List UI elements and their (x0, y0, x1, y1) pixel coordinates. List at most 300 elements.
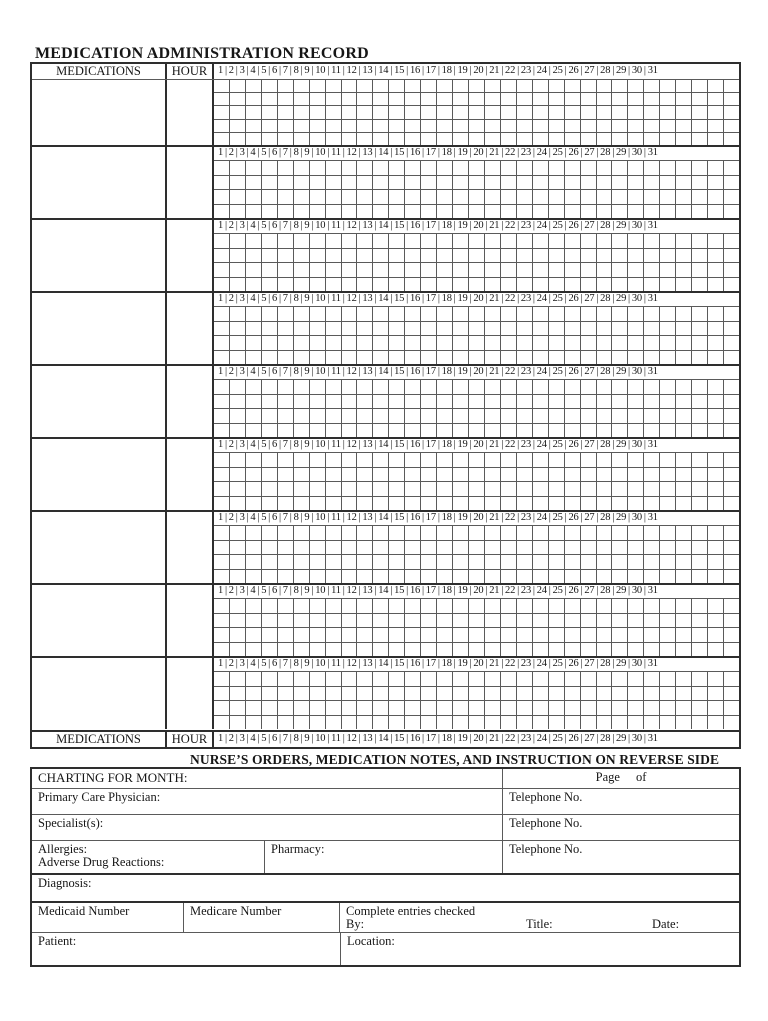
day-cell[interactable] (596, 278, 612, 292)
day-cell[interactable] (372, 643, 388, 657)
day-cell[interactable] (372, 380, 388, 394)
day-cell[interactable] (627, 322, 643, 336)
day-cell[interactable] (341, 643, 357, 657)
day-cell[interactable] (309, 395, 325, 409)
day-cell[interactable] (548, 380, 564, 394)
day-cell[interactable] (500, 687, 516, 701)
day-cell[interactable] (564, 351, 580, 365)
day-cell[interactable] (596, 120, 612, 132)
day-cell[interactable] (436, 687, 452, 701)
day-cell[interactable] (356, 628, 372, 642)
day-cell[interactable] (659, 351, 675, 365)
day-cell[interactable] (723, 307, 739, 321)
day-cell[interactable] (564, 672, 580, 686)
day-cell[interactable] (675, 176, 691, 190)
day-cell[interactable] (356, 716, 372, 730)
day-cell[interactable] (564, 468, 580, 482)
day-cell[interactable] (564, 701, 580, 715)
day-cell[interactable] (596, 672, 612, 686)
day-cell[interactable] (516, 161, 532, 175)
day-cell[interactable] (564, 120, 580, 132)
day-cell[interactable] (691, 106, 707, 118)
day-cell[interactable] (420, 628, 436, 642)
day-cell[interactable] (691, 120, 707, 132)
day-cell[interactable] (596, 351, 612, 365)
day-cell[interactable] (548, 628, 564, 642)
day-cell[interactable] (596, 395, 612, 409)
day-cell[interactable] (214, 541, 229, 555)
day-cell[interactable] (245, 249, 261, 263)
day-cell[interactable] (564, 336, 580, 350)
day-cell[interactable] (229, 628, 245, 642)
day-cell[interactable] (245, 468, 261, 482)
day-cell[interactable] (452, 336, 468, 350)
day-cell[interactable] (611, 424, 627, 438)
day-cell[interactable] (468, 570, 484, 584)
day-cell[interactable] (356, 643, 372, 657)
day-cell[interactable] (261, 106, 277, 118)
day-cell[interactable] (532, 599, 548, 613)
day-cell[interactable] (245, 614, 261, 628)
day-cell[interactable] (659, 482, 675, 496)
day-cell[interactable] (420, 80, 436, 92)
day-cell[interactable] (707, 395, 723, 409)
day-cell[interactable] (293, 93, 309, 105)
day-cell[interactable] (341, 234, 357, 248)
day-cell[interactable] (564, 161, 580, 175)
day-cell[interactable] (707, 555, 723, 569)
day-cell[interactable] (341, 278, 357, 292)
day-cell[interactable] (372, 409, 388, 423)
day-cell[interactable] (675, 322, 691, 336)
day-cell[interactable] (627, 234, 643, 248)
day-cell[interactable] (372, 205, 388, 219)
day-cell[interactable] (691, 716, 707, 730)
day-cell[interactable] (245, 409, 261, 423)
day-cell[interactable] (611, 263, 627, 277)
day-cell[interactable] (404, 106, 420, 118)
day-cell[interactable] (627, 716, 643, 730)
day-cell[interactable] (468, 234, 484, 248)
day-cell[interactable] (516, 409, 532, 423)
day-cell[interactable] (468, 176, 484, 190)
day-cell[interactable] (643, 468, 659, 482)
entries-checked-field[interactable] (340, 903, 739, 932)
day-cell[interactable] (548, 526, 564, 540)
day-cell[interactable] (643, 672, 659, 686)
day-cell[interactable] (436, 453, 452, 467)
day-cell[interactable] (372, 133, 388, 145)
day-cell[interactable] (659, 409, 675, 423)
day-cell[interactable] (420, 555, 436, 569)
day-cell[interactable] (532, 409, 548, 423)
hour-entry-cell[interactable] (167, 439, 214, 510)
day-cell[interactable] (675, 249, 691, 263)
day-cell[interactable] (404, 409, 420, 423)
day-cell[interactable] (675, 628, 691, 642)
day-cell[interactable] (500, 263, 516, 277)
day-cell[interactable] (659, 336, 675, 350)
day-cell[interactable] (468, 453, 484, 467)
day-cell[interactable] (532, 120, 548, 132)
day-cell[interactable] (580, 497, 596, 511)
medicaid-number-field[interactable] (32, 903, 184, 932)
day-cell[interactable] (468, 336, 484, 350)
day-cell[interactable] (659, 672, 675, 686)
day-cell[interactable] (372, 701, 388, 715)
day-cell[interactable] (675, 599, 691, 613)
day-cell[interactable] (500, 482, 516, 496)
day-cell[interactable] (452, 205, 468, 219)
day-cell[interactable] (388, 453, 404, 467)
location-field[interactable] (341, 933, 739, 965)
day-cell[interactable] (341, 106, 357, 118)
day-cell[interactable] (356, 93, 372, 105)
day-cell[interactable] (596, 643, 612, 657)
day-cell[interactable] (723, 190, 739, 204)
day-cell[interactable] (229, 497, 245, 511)
day-cell[interactable] (309, 336, 325, 350)
day-cell[interactable] (691, 351, 707, 365)
day-cell[interactable] (388, 628, 404, 642)
charting-month-field[interactable] (32, 769, 502, 788)
day-cell[interactable] (325, 234, 341, 248)
day-cell[interactable] (388, 161, 404, 175)
day-cell[interactable] (277, 541, 293, 555)
day-cell[interactable] (356, 555, 372, 569)
day-cell[interactable] (293, 322, 309, 336)
day-cell[interactable] (261, 263, 277, 277)
day-cell[interactable] (659, 380, 675, 394)
day-cell[interactable] (214, 106, 229, 118)
day-cell[interactable] (643, 351, 659, 365)
day-cell[interactable] (436, 351, 452, 365)
day-cell[interactable] (261, 190, 277, 204)
day-cell[interactable] (468, 93, 484, 105)
day-cell[interactable] (325, 278, 341, 292)
day-cell[interactable] (627, 409, 643, 423)
day-cell[interactable] (245, 307, 261, 321)
day-cell[interactable] (372, 336, 388, 350)
day-cell[interactable] (627, 120, 643, 132)
day-cell[interactable] (548, 468, 564, 482)
day-cell[interactable] (420, 409, 436, 423)
day-cell[interactable] (372, 482, 388, 496)
day-cell[interactable] (388, 322, 404, 336)
day-cell[interactable] (229, 555, 245, 569)
day-cell[interactable] (723, 716, 739, 730)
day-cell[interactable] (723, 614, 739, 628)
day-cell[interactable] (356, 497, 372, 511)
day-cell[interactable] (516, 249, 532, 263)
day-cell[interactable] (500, 643, 516, 657)
day-cell[interactable] (468, 687, 484, 701)
day-cell[interactable] (214, 120, 229, 132)
day-cell[interactable] (436, 599, 452, 613)
day-cell[interactable] (372, 351, 388, 365)
day-cell[interactable] (675, 687, 691, 701)
day-cell[interactable] (214, 234, 229, 248)
day-cell[interactable] (309, 672, 325, 686)
specialist-telephone-field[interactable] (502, 815, 739, 840)
day-cell[interactable] (627, 351, 643, 365)
day-cell[interactable] (675, 190, 691, 204)
specialists-field[interactable] (32, 815, 502, 840)
day-cell[interactable] (388, 570, 404, 584)
day-cell[interactable] (420, 395, 436, 409)
day-cell[interactable] (229, 482, 245, 496)
day-cell[interactable] (500, 395, 516, 409)
day-cell[interactable] (596, 409, 612, 423)
day-cell[interactable] (707, 716, 723, 730)
day-cell[interactable] (516, 541, 532, 555)
day-cell[interactable] (468, 497, 484, 511)
day-cell[interactable] (229, 468, 245, 482)
day-cell[interactable] (723, 628, 739, 642)
day-cell[interactable] (404, 322, 420, 336)
day-cell[interactable] (309, 482, 325, 496)
day-cell[interactable] (325, 93, 341, 105)
day-cell[interactable] (452, 526, 468, 540)
day-cell[interactable] (707, 80, 723, 92)
day-cell[interactable] (245, 482, 261, 496)
day-cell[interactable] (723, 555, 739, 569)
day-cell[interactable] (516, 234, 532, 248)
day-cell[interactable] (484, 570, 500, 584)
day-cell[interactable] (356, 672, 372, 686)
day-cell[interactable] (356, 409, 372, 423)
day-cell[interactable] (404, 614, 420, 628)
day-cell[interactable] (261, 672, 277, 686)
day-cell[interactable] (293, 395, 309, 409)
day-cell[interactable] (341, 307, 357, 321)
day-cell[interactable] (643, 176, 659, 190)
day-cell[interactable] (261, 468, 277, 482)
day-cell[interactable] (436, 395, 452, 409)
day-cell[interactable] (436, 278, 452, 292)
day-cell[interactable] (723, 599, 739, 613)
day-cell[interactable] (532, 497, 548, 511)
day-cell[interactable] (372, 263, 388, 277)
day-cell[interactable] (293, 482, 309, 496)
day-cell[interactable] (420, 278, 436, 292)
day-cell[interactable] (309, 526, 325, 540)
day-cell[interactable] (659, 93, 675, 105)
day-cell[interactable] (659, 614, 675, 628)
day-cell[interactable] (484, 395, 500, 409)
day-cell[interactable] (372, 234, 388, 248)
day-cell[interactable] (277, 643, 293, 657)
day-cell[interactable] (675, 336, 691, 350)
day-cell[interactable] (420, 120, 436, 132)
day-cell[interactable] (277, 263, 293, 277)
day-cell[interactable] (532, 93, 548, 105)
day-cell[interactable] (452, 599, 468, 613)
day-cell[interactable] (309, 424, 325, 438)
day-cell[interactable] (659, 716, 675, 730)
day-cell[interactable] (293, 701, 309, 715)
day-cell[interactable] (436, 614, 452, 628)
medication-entry-cell[interactable] (32, 658, 167, 729)
day-cell[interactable] (372, 322, 388, 336)
day-cell[interactable] (452, 453, 468, 467)
day-cell[interactable] (388, 80, 404, 92)
day-cell[interactable] (707, 482, 723, 496)
day-cell[interactable] (516, 599, 532, 613)
day-cell[interactable] (229, 380, 245, 394)
day-cell[interactable] (229, 322, 245, 336)
day-cell[interactable] (643, 424, 659, 438)
day-cell[interactable] (452, 614, 468, 628)
day-cell[interactable] (468, 672, 484, 686)
day-cell[interactable] (309, 380, 325, 394)
day-cell[interactable] (691, 453, 707, 467)
day-cell[interactable] (436, 93, 452, 105)
day-cell[interactable] (611, 176, 627, 190)
day-cell[interactable] (548, 133, 564, 145)
day-cell[interactable] (611, 395, 627, 409)
day-cell[interactable] (548, 176, 564, 190)
day-cell[interactable] (611, 628, 627, 642)
day-cell[interactable] (325, 120, 341, 132)
day-cell[interactable] (214, 161, 229, 175)
day-cell[interactable] (500, 278, 516, 292)
day-cell[interactable] (516, 628, 532, 642)
day-cell[interactable] (245, 351, 261, 365)
day-cell[interactable] (659, 570, 675, 584)
day-cell[interactable] (627, 468, 643, 482)
day-cell[interactable] (484, 672, 500, 686)
day-cell[interactable] (229, 93, 245, 105)
day-cell[interactable] (436, 307, 452, 321)
day-cell[interactable] (356, 541, 372, 555)
day-cell[interactable] (420, 672, 436, 686)
day-cell[interactable] (452, 278, 468, 292)
day-cell[interactable] (436, 263, 452, 277)
day-cell[interactable] (611, 555, 627, 569)
day-cell[interactable] (388, 599, 404, 613)
day-cell[interactable] (341, 93, 357, 105)
day-cell[interactable] (341, 628, 357, 642)
day-cell[interactable] (627, 628, 643, 642)
day-cell[interactable] (245, 161, 261, 175)
day-cell[interactable] (214, 628, 229, 642)
day-cell[interactable] (564, 249, 580, 263)
day-cell[interactable] (564, 541, 580, 555)
day-cell[interactable] (261, 80, 277, 92)
day-cell[interactable] (611, 468, 627, 482)
day-cell[interactable] (707, 614, 723, 628)
day-cell[interactable] (723, 322, 739, 336)
day-cell[interactable] (452, 395, 468, 409)
day-cell[interactable] (245, 453, 261, 467)
medication-entry-cell[interactable] (32, 366, 167, 437)
day-cell[interactable] (659, 161, 675, 175)
day-cell[interactable] (229, 106, 245, 118)
day-cell[interactable] (404, 278, 420, 292)
day-cell[interactable] (356, 395, 372, 409)
day-cell[interactable] (643, 278, 659, 292)
day-cell[interactable] (564, 526, 580, 540)
day-cell[interactable] (723, 672, 739, 686)
day-cell[interactable] (484, 190, 500, 204)
day-cell[interactable] (356, 161, 372, 175)
day-cell[interactable] (723, 409, 739, 423)
day-cell[interactable] (516, 322, 532, 336)
day-cell[interactable] (580, 599, 596, 613)
pharmacy-telephone-field[interactable] (502, 841, 739, 873)
day-cell[interactable] (356, 234, 372, 248)
day-cell[interactable] (372, 395, 388, 409)
day-cell[interactable] (277, 526, 293, 540)
day-cell[interactable] (707, 336, 723, 350)
day-cell[interactable] (245, 526, 261, 540)
day-cell[interactable] (723, 336, 739, 350)
day-cell[interactable] (627, 176, 643, 190)
day-cell[interactable] (372, 93, 388, 105)
day-cell[interactable] (372, 80, 388, 92)
day-cell[interactable] (404, 351, 420, 365)
day-cell[interactable] (500, 541, 516, 555)
day-cell[interactable] (356, 614, 372, 628)
day-cell[interactable] (484, 599, 500, 613)
day-cell[interactable] (452, 263, 468, 277)
day-cell[interactable] (548, 482, 564, 496)
day-cell[interactable] (293, 161, 309, 175)
day-cell[interactable] (707, 599, 723, 613)
day-cell[interactable] (659, 205, 675, 219)
day-cell[interactable] (436, 249, 452, 263)
day-cell[interactable] (691, 234, 707, 248)
primary-care-physician-field[interactable] (32, 789, 502, 814)
day-cell[interactable] (245, 120, 261, 132)
day-cell[interactable] (627, 643, 643, 657)
day-cell[interactable] (564, 93, 580, 105)
day-cell[interactable] (420, 263, 436, 277)
day-cell[interactable] (627, 526, 643, 540)
day-cell[interactable] (309, 93, 325, 105)
day-cell[interactable] (214, 672, 229, 686)
day-cell[interactable] (452, 497, 468, 511)
day-cell[interactable] (214, 93, 229, 105)
day-cell[interactable] (388, 395, 404, 409)
day-cell[interactable] (500, 424, 516, 438)
day-cell[interactable] (293, 628, 309, 642)
day-cell[interactable] (627, 614, 643, 628)
day-cell[interactable] (388, 106, 404, 118)
day-cell[interactable] (261, 453, 277, 467)
day-cell[interactable] (564, 380, 580, 394)
day-cell[interactable] (516, 351, 532, 365)
day-cell[interactable] (341, 322, 357, 336)
day-cell[interactable] (404, 497, 420, 511)
day-cell[interactable] (484, 263, 500, 277)
day-cell[interactable] (293, 336, 309, 350)
day-cell[interactable] (341, 190, 357, 204)
diagnosis-field[interactable] (32, 875, 739, 901)
day-cell[interactable] (723, 687, 739, 701)
day-cell[interactable] (532, 190, 548, 204)
day-cell[interactable] (420, 380, 436, 394)
day-cell[interactable] (564, 497, 580, 511)
day-cell[interactable] (627, 80, 643, 92)
day-cell[interactable] (245, 380, 261, 394)
day-cell[interactable] (261, 120, 277, 132)
day-cell[interactable] (580, 395, 596, 409)
day-cell[interactable] (356, 570, 372, 584)
day-cell[interactable] (532, 468, 548, 482)
day-cell[interactable] (516, 570, 532, 584)
